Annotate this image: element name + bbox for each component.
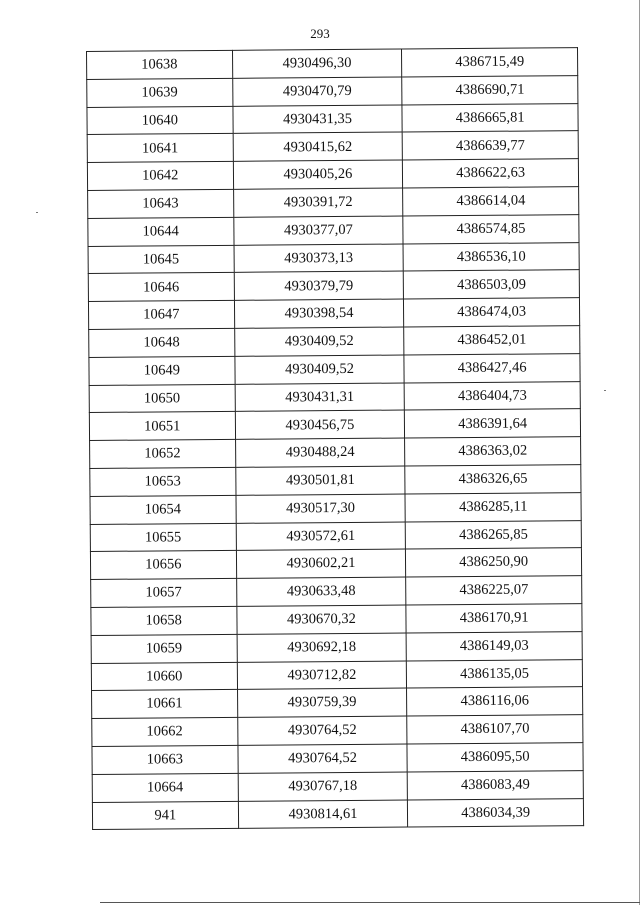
table-row	[88, 298, 579, 330]
x-coordinate-cell: 4930602,21	[236, 549, 406, 578]
table-row	[87, 131, 578, 163]
y-coordinate-cell: 4386452,01	[404, 326, 580, 355]
table-row	[91, 631, 582, 663]
x-coordinate-cell: 4930764,52	[237, 716, 407, 745]
y-coordinate-cell: 4386622,63	[403, 159, 579, 188]
point-id-cell: 10640	[87, 106, 233, 135]
point-id-cell: 10647	[88, 301, 234, 330]
point-id-cell: 10663	[92, 745, 238, 774]
y-coordinate-cell: 4386639,77	[402, 131, 578, 160]
table-row	[89, 409, 580, 441]
table-row	[92, 798, 583, 830]
x-coordinate-cell: 4930764,52	[238, 744, 408, 773]
x-coordinate-cell: 4930670,32	[236, 605, 406, 634]
y-coordinate-cell: 4386474,03	[404, 298, 580, 327]
y-coordinate-cell: 4386170,91	[406, 604, 582, 633]
table-row	[92, 715, 583, 747]
x-coordinate-cell: 4930759,39	[237, 688, 407, 717]
point-id-cell: 10659	[91, 634, 237, 663]
y-coordinate-cell: 4386363,02	[405, 437, 581, 466]
point-id-cell: 10656	[90, 551, 236, 580]
y-coordinate-cell: 4386665,81	[402, 103, 578, 132]
point-id-cell: 10642	[87, 162, 233, 191]
x-coordinate-cell: 4930767,18	[238, 772, 408, 801]
point-id-cell: 10657	[91, 578, 237, 607]
point-id-cell: 10638	[87, 50, 233, 79]
point-id-cell: 10650	[89, 384, 235, 413]
scan-speck	[36, 212, 38, 213]
y-coordinate-cell: 4386250,90	[406, 548, 582, 577]
scan-bottom-line	[100, 902, 640, 903]
x-coordinate-cell: 4930456,75	[235, 410, 405, 439]
point-id-cell: 10641	[87, 134, 233, 163]
point-id-cell: 10649	[89, 356, 235, 385]
x-coordinate-cell: 4930633,48	[236, 577, 406, 606]
y-coordinate-cell: 4386536,10	[403, 242, 579, 271]
x-coordinate-cell: 4930409,52	[234, 327, 404, 356]
table-row	[90, 492, 581, 524]
x-coordinate-cell: 4930409,52	[235, 355, 405, 384]
y-coordinate-cell: 4386135,05	[407, 659, 583, 688]
point-id-cell: 10660	[91, 662, 237, 691]
y-coordinate-cell: 4386503,09	[404, 270, 580, 299]
y-coordinate-cell: 4386116,06	[407, 687, 583, 716]
y-coordinate-cell: 4386265,85	[406, 520, 582, 549]
y-coordinate-cell: 4386574,85	[403, 214, 579, 243]
x-coordinate-cell: 4930470,79	[232, 77, 402, 106]
coordinates-table	[86, 47, 584, 830]
table-row	[91, 576, 582, 608]
y-coordinate-cell: 4386404,73	[404, 381, 580, 410]
x-coordinate-cell: 4930415,62	[233, 132, 403, 161]
point-id-cell: 10662	[92, 717, 238, 746]
page-number: 293	[310, 26, 330, 41]
x-coordinate-cell: 4930431,35	[233, 105, 403, 134]
scan-speck	[604, 390, 606, 391]
table-row	[90, 520, 581, 552]
x-coordinate-cell: 4930431,31	[235, 383, 405, 412]
point-id-cell: 10652	[90, 439, 236, 468]
x-coordinate-cell: 4930379,79	[234, 271, 404, 300]
point-id-cell: 10655	[90, 523, 236, 552]
table-row	[91, 659, 582, 691]
y-coordinate-cell: 4386715,49	[402, 48, 578, 77]
table-row	[88, 187, 579, 219]
table-row	[91, 604, 582, 636]
table-row	[92, 743, 583, 775]
table-row	[87, 75, 578, 107]
table-row	[88, 242, 579, 274]
x-coordinate-cell: 4930391,72	[233, 188, 403, 217]
y-coordinate-cell: 4386427,46	[404, 353, 580, 382]
table-row	[89, 353, 580, 385]
y-coordinate-cell: 4386225,07	[406, 576, 582, 605]
point-id-cell: 10654	[90, 495, 236, 524]
table-row	[87, 159, 578, 191]
point-id-cell: 10639	[87, 78, 233, 107]
point-id-cell: 10653	[90, 467, 236, 496]
y-coordinate-cell: 4386107,70	[407, 715, 583, 744]
table-row	[90, 548, 581, 580]
x-coordinate-cell: 4930488,24	[235, 438, 405, 467]
x-coordinate-cell: 4930517,30	[236, 494, 406, 523]
point-id-cell: 10661	[92, 690, 238, 719]
table-row	[90, 465, 581, 497]
x-coordinate-cell: 4930712,82	[237, 661, 407, 690]
point-id-cell: 10651	[89, 412, 235, 441]
point-id-cell: 10646	[88, 273, 234, 302]
x-coordinate-cell: 4930405,26	[233, 160, 403, 189]
x-coordinate-cell: 4930501,81	[235, 466, 405, 495]
y-coordinate-cell: 4386285,11	[405, 492, 581, 521]
point-id-cell: 941	[92, 801, 238, 830]
point-id-cell: 10664	[92, 773, 238, 802]
point-id-cell: 10648	[89, 328, 235, 357]
x-coordinate-cell: 4930398,54	[234, 299, 404, 328]
table-row	[87, 103, 578, 135]
y-coordinate-cell: 4386326,65	[405, 465, 581, 494]
table-row	[92, 687, 583, 719]
y-coordinate-cell: 4386034,39	[408, 798, 584, 827]
x-coordinate-cell: 4930692,18	[237, 633, 407, 662]
table-row	[90, 437, 581, 469]
y-coordinate-cell: 4386391,64	[405, 409, 581, 438]
y-coordinate-cell: 4386690,71	[402, 75, 578, 104]
table-row	[89, 326, 580, 358]
x-coordinate-cell: 4930814,61	[238, 800, 408, 829]
x-coordinate-cell: 4930496,30	[232, 49, 402, 78]
point-id-cell: 10658	[91, 606, 237, 635]
x-coordinate-cell: 4930377,07	[233, 216, 403, 245]
point-id-cell: 10644	[88, 217, 234, 246]
table-row	[88, 214, 579, 246]
table-row	[87, 48, 578, 80]
y-coordinate-cell: 4386095,50	[407, 743, 583, 772]
point-id-cell: 10643	[88, 189, 234, 218]
table-row	[88, 270, 579, 302]
table-row	[89, 381, 580, 413]
point-id-cell: 10645	[88, 245, 234, 274]
table-row	[92, 770, 583, 802]
y-coordinate-cell: 4386149,03	[406, 631, 582, 660]
x-coordinate-cell: 4930572,61	[236, 522, 406, 551]
y-coordinate-cell: 4386614,04	[403, 187, 579, 216]
y-coordinate-cell: 4386083,49	[407, 770, 583, 799]
x-coordinate-cell: 4930373,13	[234, 244, 404, 273]
coordinates-table-body	[87, 48, 584, 830]
